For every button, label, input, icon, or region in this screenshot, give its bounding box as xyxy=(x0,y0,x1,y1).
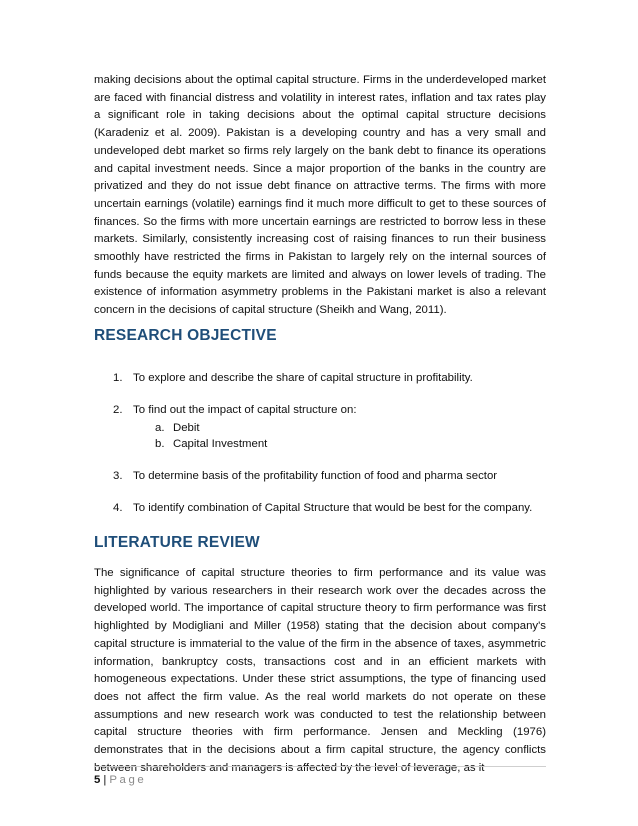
page-label: Page xyxy=(109,774,147,786)
objective-sub-item-capital-investment xyxy=(133,436,553,452)
objective-text: To find out the impact of capital structure on: xyxy=(133,404,357,416)
objective-item-2 xyxy=(113,402,553,452)
footer-divider xyxy=(94,766,546,767)
objective-list xyxy=(113,370,553,516)
page-footer xyxy=(94,773,146,787)
objective-number: 1. xyxy=(113,372,123,384)
objective-number: 4. xyxy=(113,502,123,514)
objective-number: 3. xyxy=(113,470,123,482)
objective-text: To identify combination of Capital Structure that would be best for the company. xyxy=(133,502,533,514)
objective-item-1 xyxy=(113,370,553,386)
objective-text: To explore and describe the share of capital structure in profitability. xyxy=(133,372,473,384)
research-objective-heading: RESEARCH OBJECTIVE xyxy=(94,327,277,344)
objective-number: 2. xyxy=(113,404,123,416)
literature-review-paragraph: The significance of capital structure theories to firm performance and its value was highlighted by various researchers in their research work over the decades across the developed world. The importance of capital structure theory to firm performance was first highlighted by Modigliani and Miller (1958) stating that the decision about company's capital structure is immaterial to the value of the firm in the absence of taxes, asymmetric information, bankruptcy costs, transactions cost and in an efficient markets with homogeneous expectations. Under these strict assumptions, the type of financing used does not affect the firm value. As the real world markets do not operate on these assumptions and new research work was conducted to test the relationship between capital structure theories with firm performance. Jensen and Meckling (1976) demonstrates that in the decisions about a firm capital structure, the agency conflicts between shareholders and managers is affected by the level of leverage, as it xyxy=(94,567,546,774)
footer-separator: | xyxy=(103,774,107,786)
sub-item-text: Capital Investment xyxy=(173,438,268,450)
objective-sub-item-debit xyxy=(133,420,553,436)
objective-sub-list xyxy=(133,420,553,452)
literature-review-heading: LITERATURE REVIEW xyxy=(94,534,260,551)
sub-item-text: Debit xyxy=(173,422,200,434)
objective-text: To determine basis of the profitability function of food and pharma sector xyxy=(133,470,498,482)
sub-item-letter: b. xyxy=(155,438,165,450)
objective-item-3 xyxy=(113,468,553,484)
sub-item-letter: a. xyxy=(155,422,165,434)
page-number: 5 xyxy=(94,774,101,786)
intro-paragraph: making decisions about the optimal capital structure. Firms in the underdeveloped market are faced with financial distress and volatility in interest rates, inflation and tax rates play a significant role in taking decisions about the optimal capital structure decisions (Karadeniz et al. 2009). Pakistan is a developing country and has a very small and undeveloped debt market so firms rely largely on the bank debt to finance its operations and capital investment needs. Since a major proportion of the banks in the country are privatized and they do not issue debt finance on attractive terms. The firms with more uncertain earnings (volatile) earnings find it much more difficult to get to these sources of finances. So the firms with more uncertain earnings are restricted to borrow less in these markets. Similarly, consistently increasing cost of raising finances to run their business smoothly have restricted the firms in Pakistan to largely rely on the internal sources of funds because the equity markets are limited and always on lower levels of trading. The existence of information asymmetry problems in the Pakistani market is also a relevant concern in the decisions of capital structure (Sheikh and Wang, 2011). xyxy=(94,74,546,317)
objective-item-4 xyxy=(113,500,553,516)
